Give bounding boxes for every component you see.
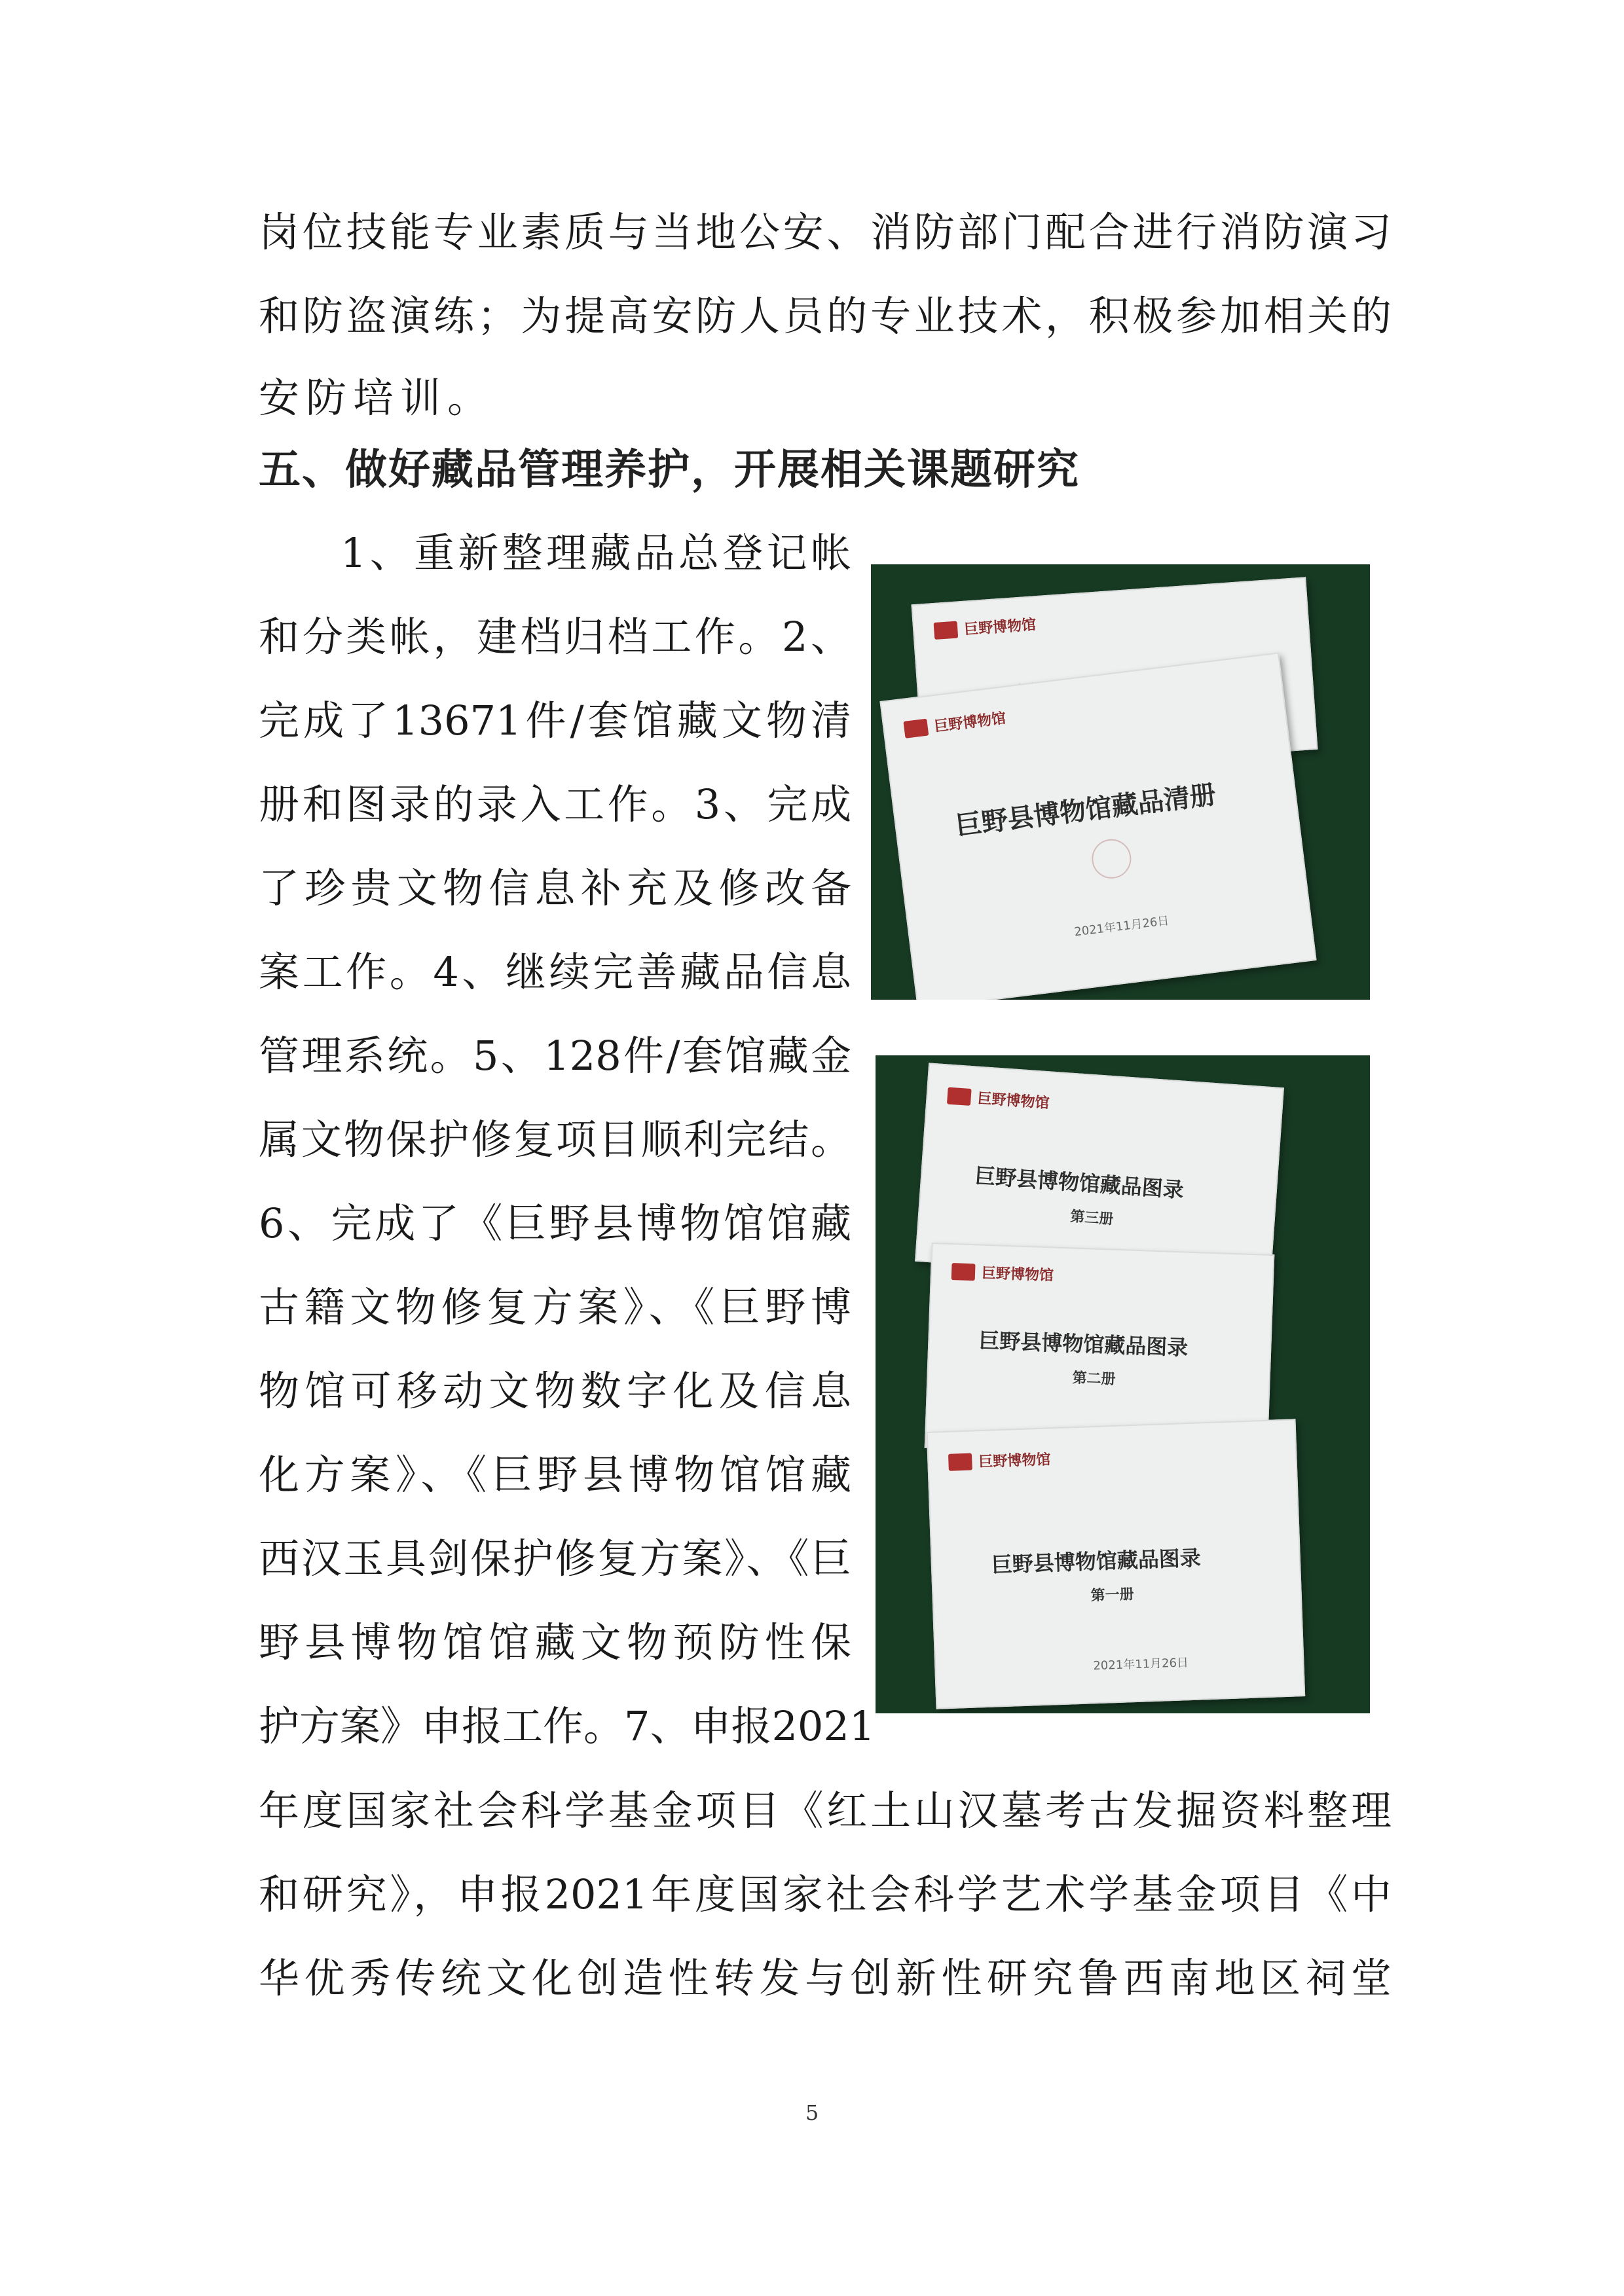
wrapped-line-15: 护方案》申报工作。7、申报2021 [259,1702,876,1750]
wrapped-line-12: 化方案》、《巨野县博物馆馆藏 [259,1451,851,1499]
photo-catalogue-volumes [876,1055,1370,1713]
paragraph-line-4: 年度国家社会科学基金项目《红土山汉墓考古发掘资料整理 [259,1787,1392,1834]
logo-text: 巨野博物馆 [978,1451,1051,1471]
wrapped-line-13: 西汉玉具剑保护修复方案》、《巨 [259,1535,851,1582]
wrapped-line-10: 古籍文物修复方案》、《巨野博 [259,1283,851,1331]
logo-text: 巨野博物馆 [981,1265,1054,1285]
logo-text: 巨野博物馆 [933,710,1007,736]
seal-stamp [1090,837,1134,881]
wrapped-line-2: 和分类帐，建档归档工作。2、 [259,613,851,661]
wrapped-line-3: 完成了13671件/套馆藏文物清 [259,697,851,744]
paragraph-line-1: 岗位技能专业素质与当地公安、消防部门配合进行消防演习 [259,208,1392,256]
page-number: 5 [805,2100,819,2125]
volume-1-date: 2021年11月26日 [1093,1656,1189,1673]
register-front-sheet [879,652,1316,1000]
volume-2-title: 巨野县博物馆藏品图录 [978,1328,1189,1360]
volume-1-subtitle: 第一册 [1090,1586,1135,1605]
paragraph-line-3: 安防培训。 [259,374,495,422]
museum-logo-icon [951,1263,976,1281]
volume-3-title: 巨野县博物馆藏品图录 [974,1163,1185,1203]
paragraph-line-5: 和研究》，申报2021年度国家社会科学艺术学基金项目《中 [259,1870,1392,1918]
paragraph-line-6: 华优秀传统文化创造性转发与创新性研究鲁西南地区祠堂 [259,1954,1392,2002]
logo-text: 巨野博物馆 [963,617,1037,638]
volume-2-subtitle: 第二册 [1072,1370,1116,1388]
museum-logo-icon [934,621,959,639]
volume-1-title: 巨野县博物馆藏品图录 [991,1545,1202,1578]
logo-text: 巨野博物馆 [976,1090,1050,1112]
wrapped-line-6: 案工作。4、继续完善藏品信息 [259,948,851,996]
wrapped-line-9: 6、完成了《巨野县博物馆馆藏 [259,1199,851,1247]
register-title: 巨野县博物馆藏品清册 [953,779,1218,842]
museum-logo-icon [947,1087,972,1105]
section-heading: 五、做好藏品管理养护，开展相关课题研究 [259,446,1080,494]
wrapped-line-5: 了珍贵文物信息补充及修改备 [259,864,851,912]
museum-logo-icon [903,718,929,738]
museum-logo-icon [948,1453,972,1470]
paragraph-line-2: 和防盗演练；为提高安防人员的专业技术，积极参加相关的 [259,292,1392,340]
register-date: 2021年11月26日 [1073,913,1170,939]
photo-inventory-register [871,564,1370,1000]
catalogue-volume-1 [927,1419,1305,1709]
wrapped-line-7: 管理系统。5、128件/套馆藏金 [259,1032,851,1080]
wrapped-line-4: 册和图录的录入工作。3、完成 [259,780,851,828]
wrapped-line-14: 野县博物馆馆藏文物预防性保 [259,1618,851,1666]
wrapped-line-8: 属文物保护修复项目顺利完结。 [259,1116,851,1163]
wrapped-line-1: 1、重新整理藏品总登记帐 [341,529,851,577]
volume-3-subtitle: 第三册 [1069,1209,1115,1228]
wrapped-line-11: 物馆可移动文物数字化及信息 [259,1367,851,1415]
